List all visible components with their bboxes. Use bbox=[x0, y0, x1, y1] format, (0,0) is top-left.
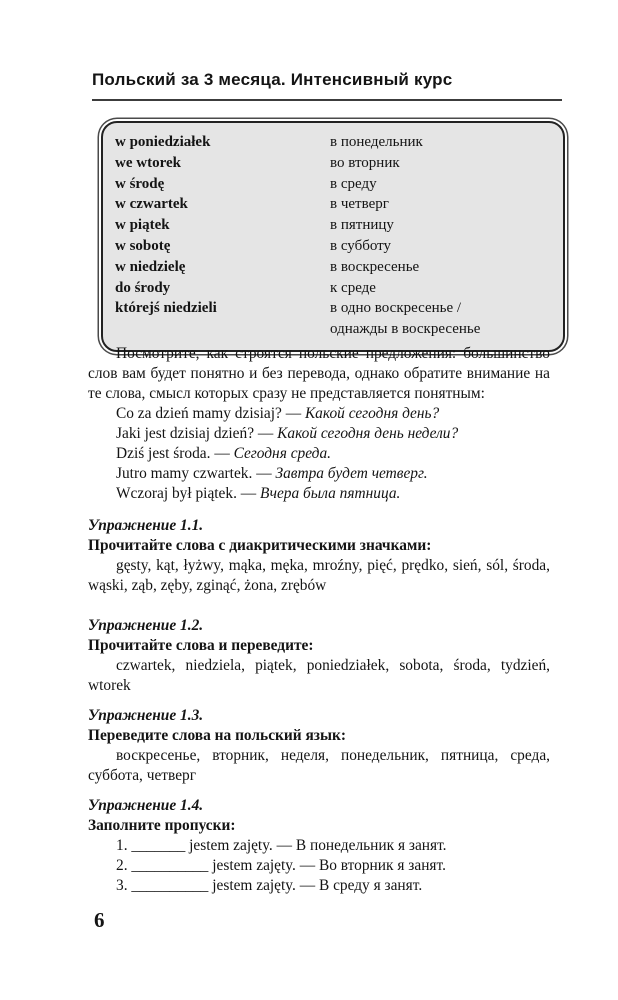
vocab-row bbox=[115, 257, 551, 278]
exercise-word-list: czwartek, niedziela, piątek, poniedziałek, sobota, środa, tydzień, wtorek bbox=[88, 657, 550, 694]
vocab-polish: w niedzielę bbox=[115, 258, 186, 275]
intro-paragraph: Посмотрите, как строятся польские предложения: большинство слов вам будет понятно и без перевода, однако обратите внимание на те слова, смысл которых сразу не представляется понятным: bbox=[88, 345, 550, 402]
example-polish: Jaki jest dzisiaj dzień? bbox=[116, 425, 255, 442]
fill-in-item bbox=[88, 876, 550, 896]
vocab-polish: w sobotę bbox=[115, 237, 171, 254]
exercise-instruction: Заполните пропуски: bbox=[88, 817, 236, 834]
em-dash: — bbox=[276, 837, 293, 854]
exercise-1-3 bbox=[88, 706, 550, 786]
em-dash: — bbox=[299, 857, 316, 874]
em-dash: — bbox=[240, 485, 257, 502]
example-russian: Вчера была пятница. bbox=[260, 485, 401, 502]
exercise-title: Упражнение 1.4. bbox=[88, 797, 204, 814]
vocab-russian: в воскресенье bbox=[330, 258, 420, 275]
vocab-russian: в пятницу bbox=[330, 217, 394, 234]
item-russian: В понедельник я занят. bbox=[295, 837, 447, 854]
example-russian: Какой сегодня день? bbox=[304, 405, 440, 422]
example-russian: Сегодня среда. bbox=[233, 445, 332, 462]
exercise-1-1 bbox=[88, 516, 550, 596]
running-head-title: Польский за 3 месяца. Интенсивный курс bbox=[92, 70, 453, 89]
vocab-russian: в среду bbox=[330, 175, 377, 192]
fill-in-item bbox=[88, 856, 550, 876]
em-dash: — bbox=[285, 405, 302, 422]
example-polish: Co za dzień mamy dzisiaj? bbox=[116, 405, 282, 422]
example-russian: Какой сегодня день недели? bbox=[277, 425, 459, 442]
em-dash: — bbox=[299, 877, 316, 894]
em-dash: — bbox=[256, 465, 272, 482]
vocab-polish: w środę bbox=[115, 175, 165, 192]
example-polish: Wczoraj był piątek. bbox=[116, 485, 237, 502]
example-sentence bbox=[88, 404, 550, 424]
vocab-row bbox=[115, 153, 551, 174]
vocab-russian: к среде bbox=[330, 279, 376, 296]
example-sentences bbox=[88, 404, 550, 504]
vocab-polish: w piątek bbox=[115, 217, 170, 234]
vocab-russian: в четверг bbox=[330, 196, 389, 213]
vocab-polish: w czwartek bbox=[115, 196, 188, 213]
example-sentence bbox=[88, 424, 550, 444]
em-dash: — bbox=[257, 425, 274, 442]
example-russian: Завтра будет четверг. bbox=[275, 465, 428, 482]
vocab-row bbox=[115, 278, 551, 299]
item-number: 3. bbox=[116, 877, 128, 894]
item-polish: jestem zajęty. bbox=[212, 857, 296, 874]
item-number: 2. bbox=[116, 857, 128, 874]
exercise-instruction: Прочитайте слова и переведите: bbox=[88, 637, 314, 654]
item-russian: В среду я занят. bbox=[318, 877, 423, 894]
vocab-row bbox=[115, 298, 551, 340]
vocab-row bbox=[115, 194, 551, 215]
exercise-title: Упражнение 1.2. bbox=[88, 617, 204, 634]
vocab-polish: w poniedziałek bbox=[115, 134, 211, 150]
vocab-russian-line1: в одно воскресенье / bbox=[330, 300, 462, 317]
exercise-1-4 bbox=[88, 796, 550, 896]
vocab-russian: в понедельник bbox=[330, 134, 423, 150]
vocab-russian-line2: однажды в воскресенье bbox=[330, 321, 481, 338]
exercise-title: Упражнение 1.1. bbox=[88, 517, 204, 534]
main-text-column bbox=[88, 344, 550, 896]
fill-in-item bbox=[88, 836, 550, 856]
vocab-polish: którejś niedzieli bbox=[115, 300, 217, 317]
vocab-row bbox=[115, 174, 551, 195]
item-polish: jestem zajęty. bbox=[189, 837, 273, 854]
vocab-russian: в субботу bbox=[330, 237, 392, 254]
running-head bbox=[92, 70, 562, 101]
fill-blank: __________ bbox=[131, 877, 209, 894]
item-polish: jestem zajęty. bbox=[212, 877, 296, 894]
example-sentence bbox=[88, 464, 550, 484]
exercise-instruction: Прочитайте слова с диакритическими значками: bbox=[88, 537, 432, 554]
item-number: 1. bbox=[116, 837, 128, 854]
example-polish: Dziś jest środa. bbox=[116, 445, 211, 462]
item-russian: Во вторник я занят. bbox=[318, 857, 446, 874]
page-number: 6 bbox=[94, 908, 105, 932]
em-dash: — bbox=[214, 445, 230, 462]
exercise-instruction: Переведите слова на польский язык: bbox=[88, 727, 347, 744]
exercise-word-list: gęsty, kąt, łyżwy, mąka, męka, mroźny, pięć, prędko, sień, sól, środa, wąski, ząb, zęby, zginąć, żona, zrębów bbox=[88, 557, 550, 594]
vocab-russian: во вторник bbox=[330, 154, 400, 171]
exercise-1-2 bbox=[88, 616, 550, 696]
vocab-row bbox=[115, 236, 551, 257]
example-sentence bbox=[88, 484, 550, 504]
vocab-row bbox=[115, 132, 551, 153]
exercise-word-list: воскресенье, вторник, неделя, понедельник, пятница, среда, суббота, четверг bbox=[88, 747, 550, 784]
fill-blank: __________ bbox=[131, 857, 209, 874]
fill-blank: _______ bbox=[131, 837, 186, 854]
vocabulary-box bbox=[101, 121, 565, 352]
vocab-polish: do środy bbox=[115, 279, 171, 296]
vocab-row bbox=[115, 215, 551, 236]
exercise-title: Упражнение 1.3. bbox=[88, 707, 204, 724]
vocab-polish: we wtorek bbox=[115, 154, 181, 171]
example-polish: Jutro mamy czwartek. bbox=[116, 465, 253, 482]
example-sentence bbox=[88, 444, 550, 464]
vocab-russian bbox=[330, 298, 551, 340]
